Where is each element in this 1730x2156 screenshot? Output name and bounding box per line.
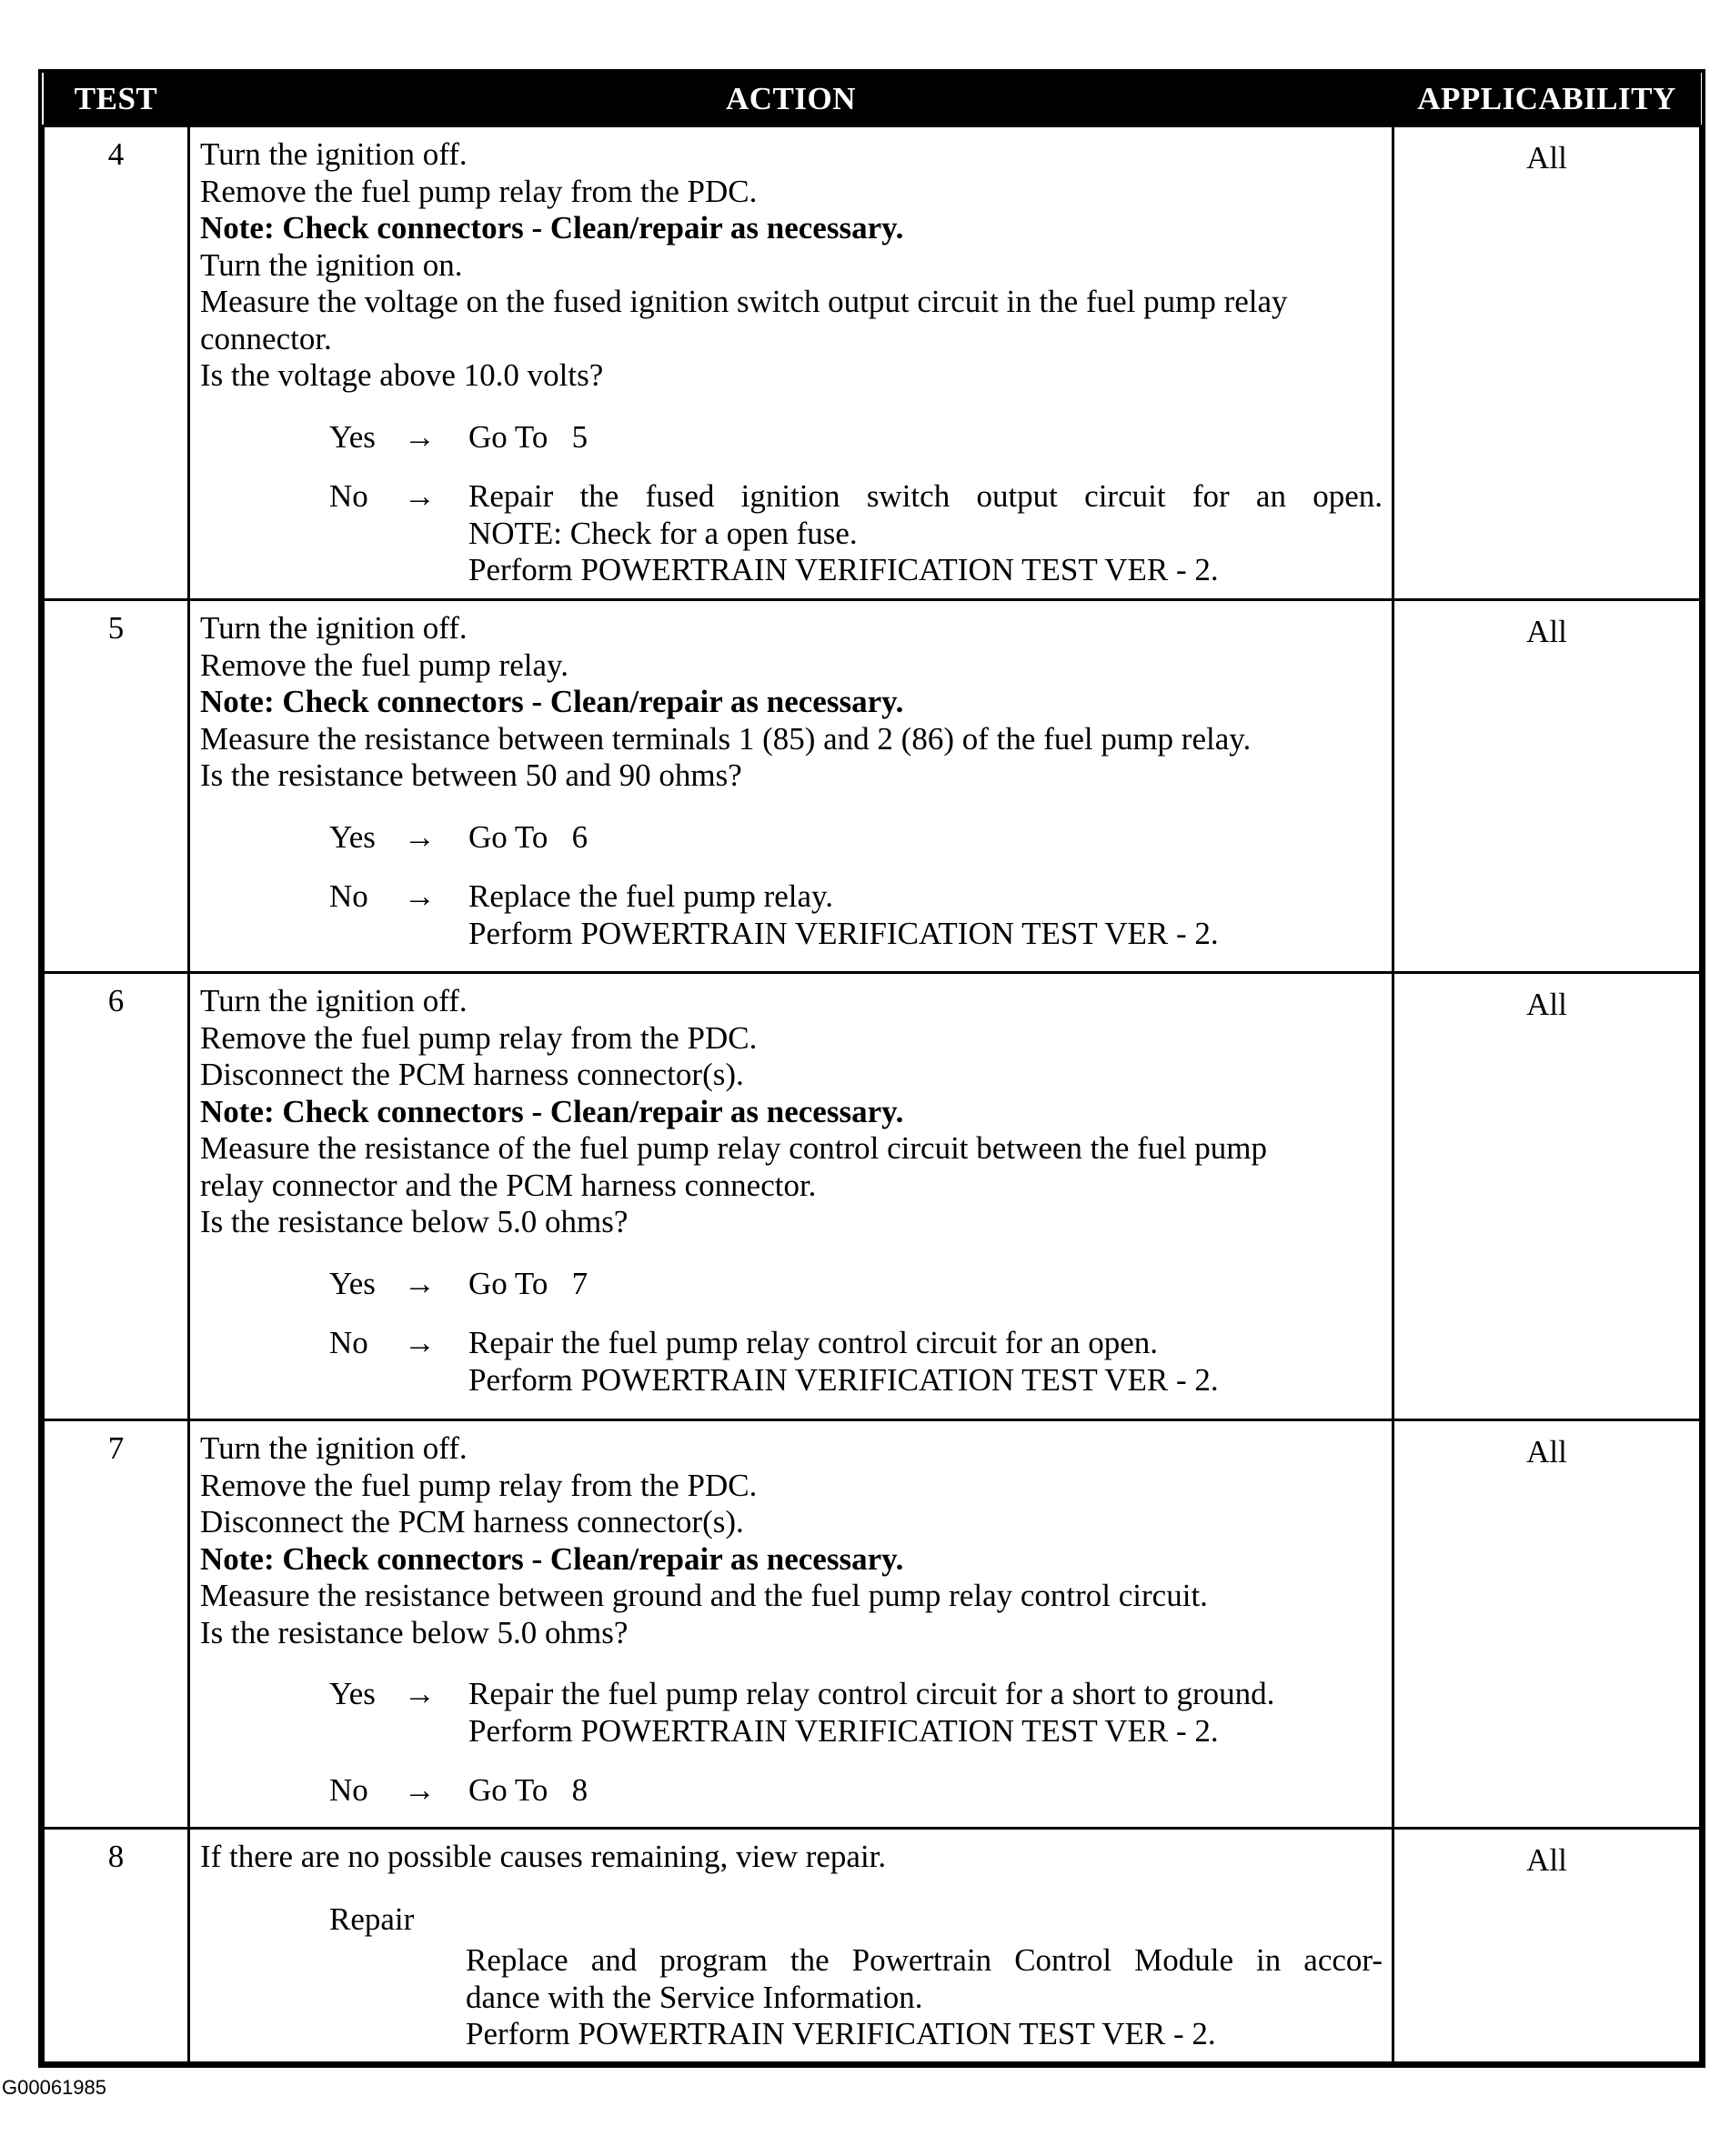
yes-result: Go To 5 — [468, 418, 588, 455]
arrow-icon: → — [404, 818, 436, 855]
applicability-cell: All — [1393, 126, 1701, 600]
test-number: 6 — [44, 973, 189, 1420]
test-row-4 — [44, 126, 1701, 600]
yes-branch — [329, 1676, 1383, 1750]
yes-branch — [329, 419, 1383, 456]
step: Turn the ignition on. — [200, 246, 463, 283]
no-result: Repair the fused ignition switch output circuit for an open. NOTE: Check for a open fuse. Perform POWERTRAIN VERIFICATION TEST VER - 2. — [468, 478, 1383, 587]
header-test: TEST — [44, 73, 189, 126]
repair-text: Replace and program the Powertrain Control Module in accor- dance with the Service Information. Perform POWERTRAIN VERIFICATION TEST VER - 2. — [466, 1942, 1383, 2051]
arrow-icon: → — [404, 1325, 436, 1360]
yes-result: Repair the fuel pump relay control circuit for a short to ground. Perform POWERTRAIN VERIFICATION TEST VER - 2. — [468, 1676, 1275, 1749]
action-cell — [189, 600, 1393, 973]
no-branch — [329, 478, 1383, 589]
action-cell — [189, 1829, 1393, 2063]
note: Note: Check connectors - Clean/repair as necessary. — [200, 1540, 904, 1577]
test-number: 4 — [44, 126, 189, 600]
header-applicability: APPLICABILITY — [1393, 73, 1701, 126]
applicability-cell: All — [1393, 973, 1701, 1420]
arrow-icon: → — [404, 418, 436, 455]
step: Remove the fuel pump relay from the PDC. — [200, 1019, 758, 1056]
step: relay connector and the PCM harness connector. — [200, 1167, 817, 1203]
arrow-icon: → — [404, 878, 436, 914]
test-number: 7 — [44, 1420, 189, 1829]
step: Remove the fuel pump relay from the PDC. — [200, 1467, 758, 1503]
arrow-icon: → — [404, 1265, 436, 1301]
step: If there are no possible causes remaining, view repair. — [200, 1839, 887, 1874]
step: Turn the ignition off. — [200, 1430, 468, 1466]
question: Is the resistance below 5.0 ohms? — [200, 1204, 629, 1239]
step: Measure the voltage on the fused ignition switch output circuit in the fuel pump relay — [200, 284, 1288, 319]
yes-branch — [329, 1266, 1383, 1303]
applicability-cell: All — [1393, 600, 1701, 973]
question: Is the voltage above 10.0 volts? — [200, 357, 604, 393]
yes-label: Yes — [329, 1265, 376, 1301]
diagnostic-test-table — [38, 69, 1705, 2068]
step: Remove the fuel pump relay. — [200, 647, 568, 683]
action-cell — [189, 973, 1393, 1420]
no-result: Repair the fuel pump relay control circuit for an open. Perform POWERTRAIN VERIFICATION TEST VER - 2. — [468, 1325, 1219, 1398]
no-label: No — [329, 478, 368, 514]
yes-label: Yes — [329, 1676, 376, 1711]
no-branch — [329, 1772, 1383, 1810]
no-branch — [329, 1325, 1383, 1399]
header-action: ACTION — [189, 73, 1393, 126]
yes-branch — [329, 819, 1383, 857]
test-row-8 — [44, 1829, 1701, 2063]
step: Remove the fuel pump relay from the PDC. — [200, 173, 758, 209]
step: Measure the resistance between terminals 1 (85) and 2 (86) of the fuel pump relay. — [200, 720, 1252, 757]
no-label: No — [329, 878, 368, 914]
arrow-icon: → — [404, 478, 436, 514]
step: Turn the ignition off. — [200, 983, 468, 1018]
note: Note: Check connectors - Clean/repair as necessary. — [200, 1093, 904, 1129]
test-row-5 — [44, 600, 1701, 973]
repair-label: Repair — [329, 1900, 415, 1937]
arrow-icon: → — [404, 1676, 436, 1711]
no-label: No — [329, 1325, 368, 1360]
step: connector. — [200, 320, 332, 356]
no-branch — [329, 878, 1383, 952]
no-label: No — [329, 1772, 368, 1808]
note: Note: Check connectors - Clean/repair as necessary. — [200, 684, 904, 719]
test-number: 5 — [44, 600, 189, 973]
applicability-cell: All — [1393, 1420, 1701, 1829]
action-cell — [189, 1420, 1393, 1829]
step: Measure the resistance of the fuel pump relay control circuit between the fuel pump — [200, 1130, 1268, 1166]
step: Disconnect the PCM harness connector(s). — [200, 1057, 744, 1092]
no-result: Go To 8 — [468, 1772, 588, 1808]
question: Is the resistance between 50 and 90 ohms? — [200, 757, 742, 793]
step: Turn the ignition off. — [200, 610, 468, 646]
test-table — [42, 73, 1702, 2064]
yes-result: Go To 7 — [468, 1265, 588, 1301]
arrow-icon: → — [404, 1772, 436, 1808]
question: Is the resistance below 5.0 ohms? — [200, 1614, 629, 1650]
yes-label: Yes — [329, 418, 376, 455]
step: Turn the ignition off. — [200, 136, 468, 172]
test-row-7 — [44, 1420, 1701, 1829]
test-number: 8 — [44, 1829, 189, 2063]
applicability-cell: All — [1393, 1829, 1701, 2063]
yes-result: Go To 6 — [468, 818, 588, 855]
header-row — [44, 73, 1701, 126]
figure-id: G00061985 — [2, 2076, 106, 2099]
step: Disconnect the PCM harness connector(s). — [200, 1504, 744, 1539]
no-result: Replace the fuel pump relay. Perform POWERTRAIN VERIFICATION TEST VER - 2. — [468, 878, 1219, 951]
repair-block — [200, 1901, 1383, 2053]
step: Measure the resistance between ground and the fuel pump relay control circuit. — [200, 1578, 1208, 1613]
note: Note: Check connectors - Clean/repair as necessary. — [200, 210, 904, 246]
yes-label: Yes — [329, 818, 376, 855]
test-row-6 — [44, 973, 1701, 1420]
action-cell — [189, 126, 1393, 600]
